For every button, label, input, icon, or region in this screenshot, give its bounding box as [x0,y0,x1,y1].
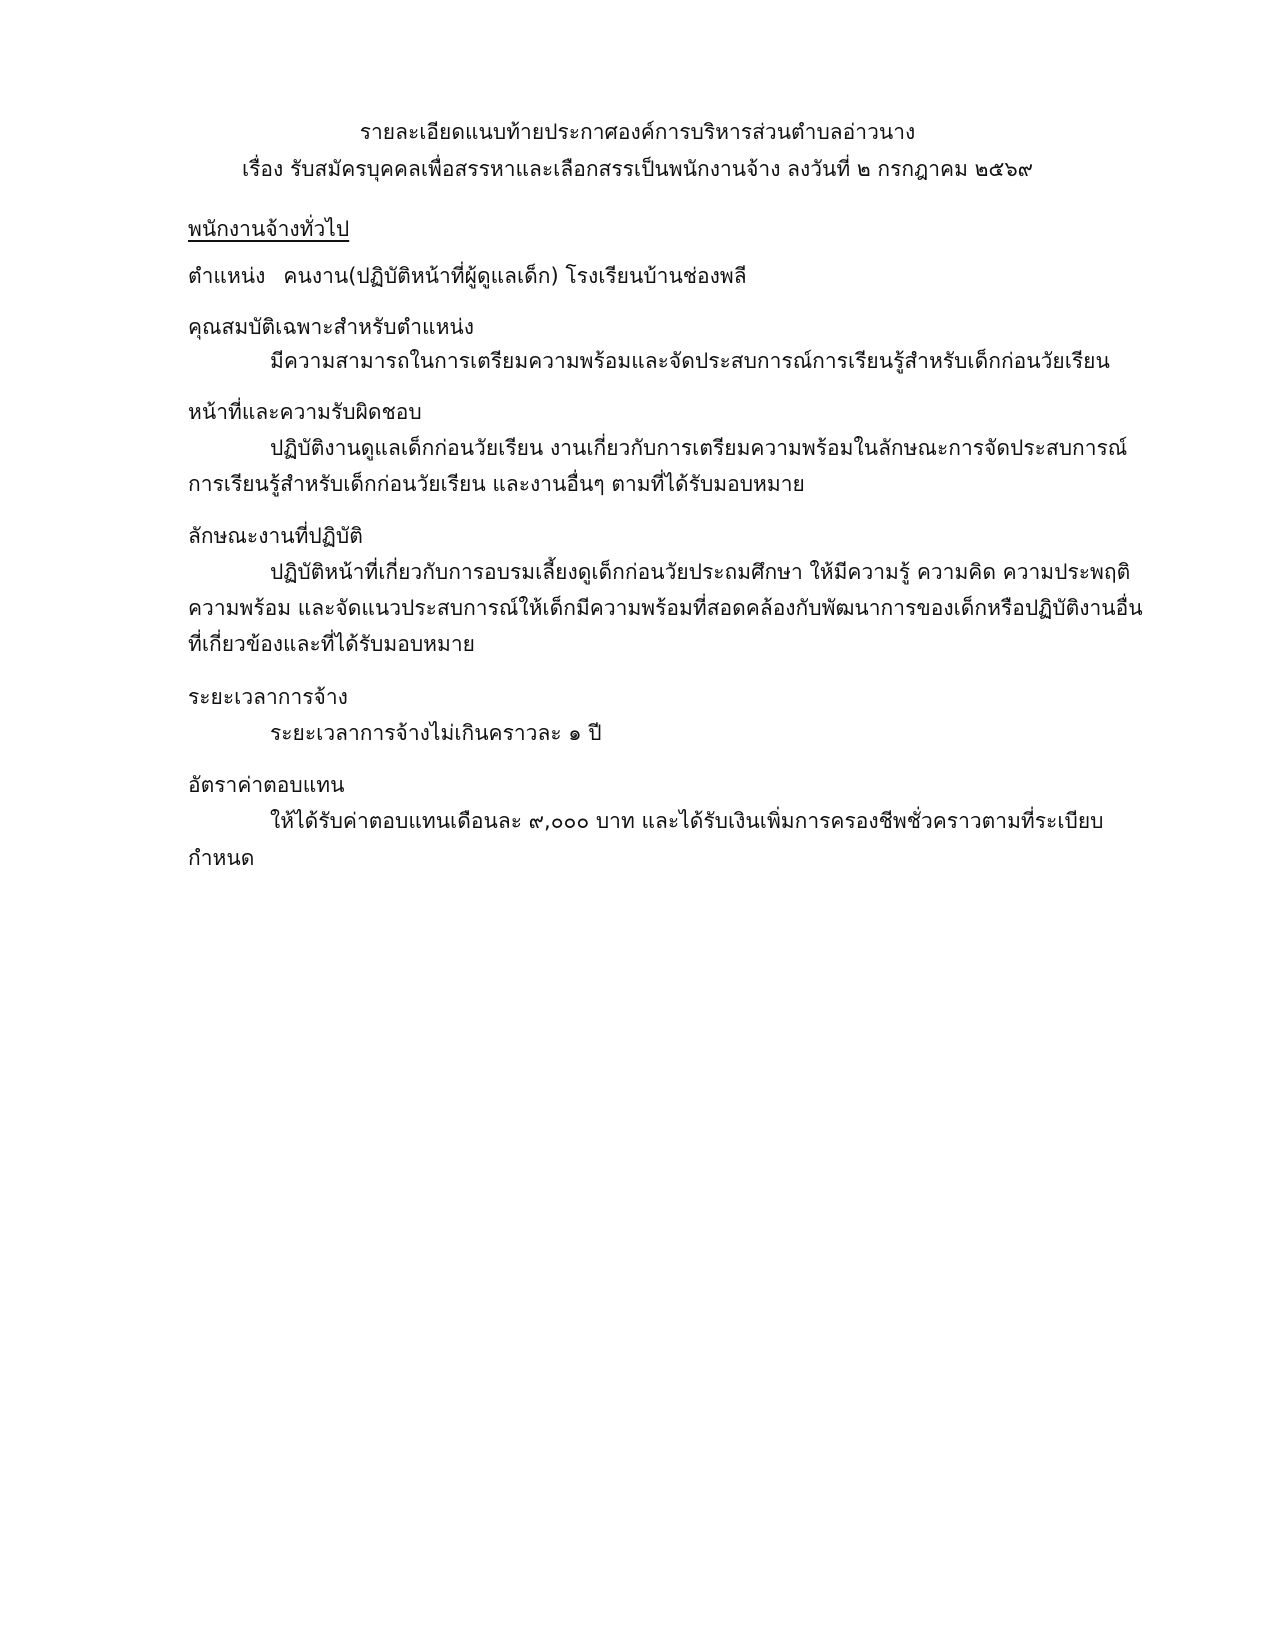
position-label: ตำแหน่ง [188,264,266,288]
duties-text-line-2: การเรียนรู้สำหรับเด็กก่อนวัยเรียน และงานอื่นๆ ตามที่ได้รับมอบหมาย [188,472,805,496]
compensation-text-line-2: กำหนด [188,846,255,870]
compensation-text-line-1: ให้ได้รับค่าตอบแทนเดือนละ ๙,๐๐๐ บาท และได้รับเงินเพิ่มการครองชีพชั่วคราวตามที่ระเบียบ [270,809,1104,833]
employment-period-heading: ระยะเวลาการจ้าง [188,685,348,709]
compensation-heading: อัตราค่าตอบแทน [188,773,345,797]
employee-category: พนักงานจ้างทั่วไป [188,217,350,241]
duties-text-line-1: ปฏิบัติงานดูแลเด็กก่อนวัยเรียน งานเกี่ยวกับการเตรียมความพร้อมในลักษณะการจัดประสบการณ์ [270,436,1128,460]
work-nature-heading: ลักษณะงานที่ปฏิบัติ [188,524,363,548]
qualifications-text: มีความสามารถในการเตรียมความพร้อมและจัดประสบการณ์การเรียนรู้สำหรับเด็กก่อนวัยเรียน [270,349,1110,373]
document-subject: เรื่อง รับสมัครบุคคลเพื่อสรรหาและเลือกสรรเป็นพนักงานจ้าง ลงวันที่ ๒ กรกฎาคม ๒๕๖๙ [241,157,1034,181]
work-nature-text-line-2: ความพร้อม และจัดแนวประสบการณ์ให้เด็กมีความพร้อมที่สอดคล้องกับพัฒนาการของเด็กหรือปฏิบัติงานอื่น [188,596,1143,620]
duties-heading: หน้าที่และความรับผิดชอบ [188,400,422,424]
qualifications-heading: คุณสมบัติเฉพาะสำหรับตำแหน่ง [188,315,475,339]
position-value: คนงาน(ปฏิบัติหน้าที่ผู้ดูแลเด็ก) โรงเรียนบ้านช่องพลี [283,264,747,288]
position-line [188,262,747,290]
document-title: รายละเอียดแนบท้ายประกาศองค์การบริหารส่วนตำบลอ่าวนาง [359,120,916,144]
work-nature-text-line-3: ที่เกี่ยวข้องและที่ได้รับมอบหมาย [188,632,475,656]
work-nature-text-line-1: ปฏิบัติหน้าที่เกี่ยวกับการอบรมเลี้ยงดูเด็กก่อนวัยประถมศึกษา ให้มีความรู้ ความคิด ความประพฤติ [270,560,1131,584]
employment-period-text: ระยะเวลาการจ้างไม่เกินคราวละ ๑ ปี [270,721,602,745]
